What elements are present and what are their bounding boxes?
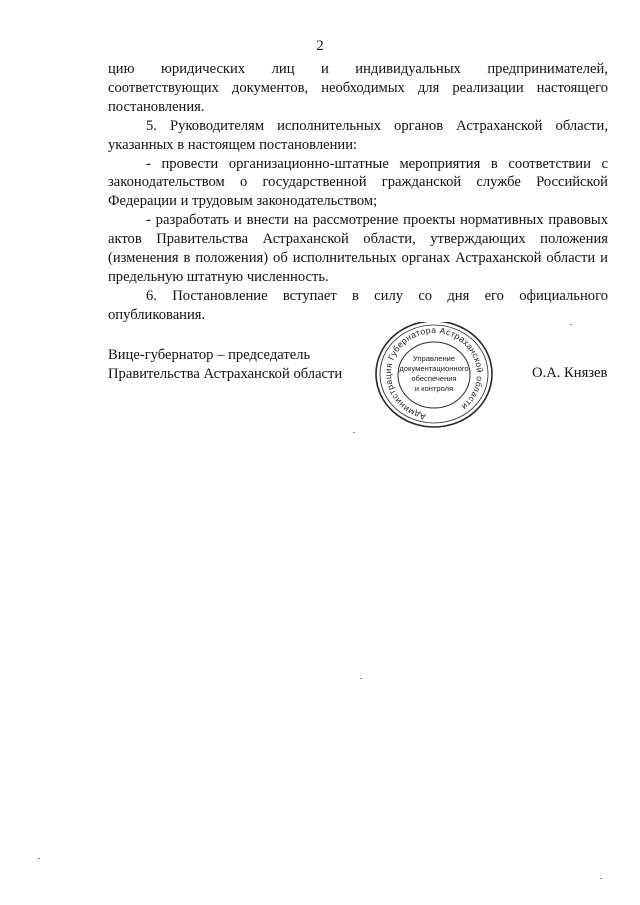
signatory-position [108,346,342,384]
scan-speck [600,878,602,879]
signatory-name: О.А. Князев [532,365,608,381]
scan-speck [353,432,355,433]
document-body [108,60,608,325]
paragraph-item-5: 5. Руководителям исполнительных органов Астраханской области, указанных в настоящем постановлении: [108,117,608,153]
paragraph-item-5-bullet-1: - провести организационно-штатные мероприятия в соответствии с законодательством о государственной гражданской службе Российской Федерации и трудовым законодательством; [108,155,608,210]
stamp-center-line-1: Управление [412,354,456,363]
scan-speck [360,678,362,679]
signatory-position-line-1: Вице-губернатор – председатель [108,347,311,363]
scan-speck [38,858,40,859]
stamp-center-line-4: и контроля [414,384,454,393]
stamp-seal-icon [369,322,499,434]
paragraph-item-5-bullet-2: - разработать и внести на рассмотрение проекты нормативных правовых актов Правительства Астраханской области, утверждающих положения (изменения в положения) об исполнительных органах Астраханской области и предельную штатную численность. [108,212,608,285]
stamp-center-line-2: документационного [399,364,469,373]
official-stamp [369,322,499,434]
scan-speck [570,324,572,325]
stamp-center-line-3: обеспечения [411,374,457,383]
stamp-ring-text: Администрация Губернатора Астраханской области [382,324,486,423]
page-number: 2 [316,38,324,54]
signatory-position-line-2: Правительства Астраханской области [108,366,343,382]
paragraph-continuation: цию юридических лиц и индивидуальных предпринимателей, соответствующих документов, необходимых для реализации настоящего постановления. [108,61,608,115]
paragraph-item-6: 6. Постановление вступает в силу со дня его официального опубликования. [108,287,608,323]
